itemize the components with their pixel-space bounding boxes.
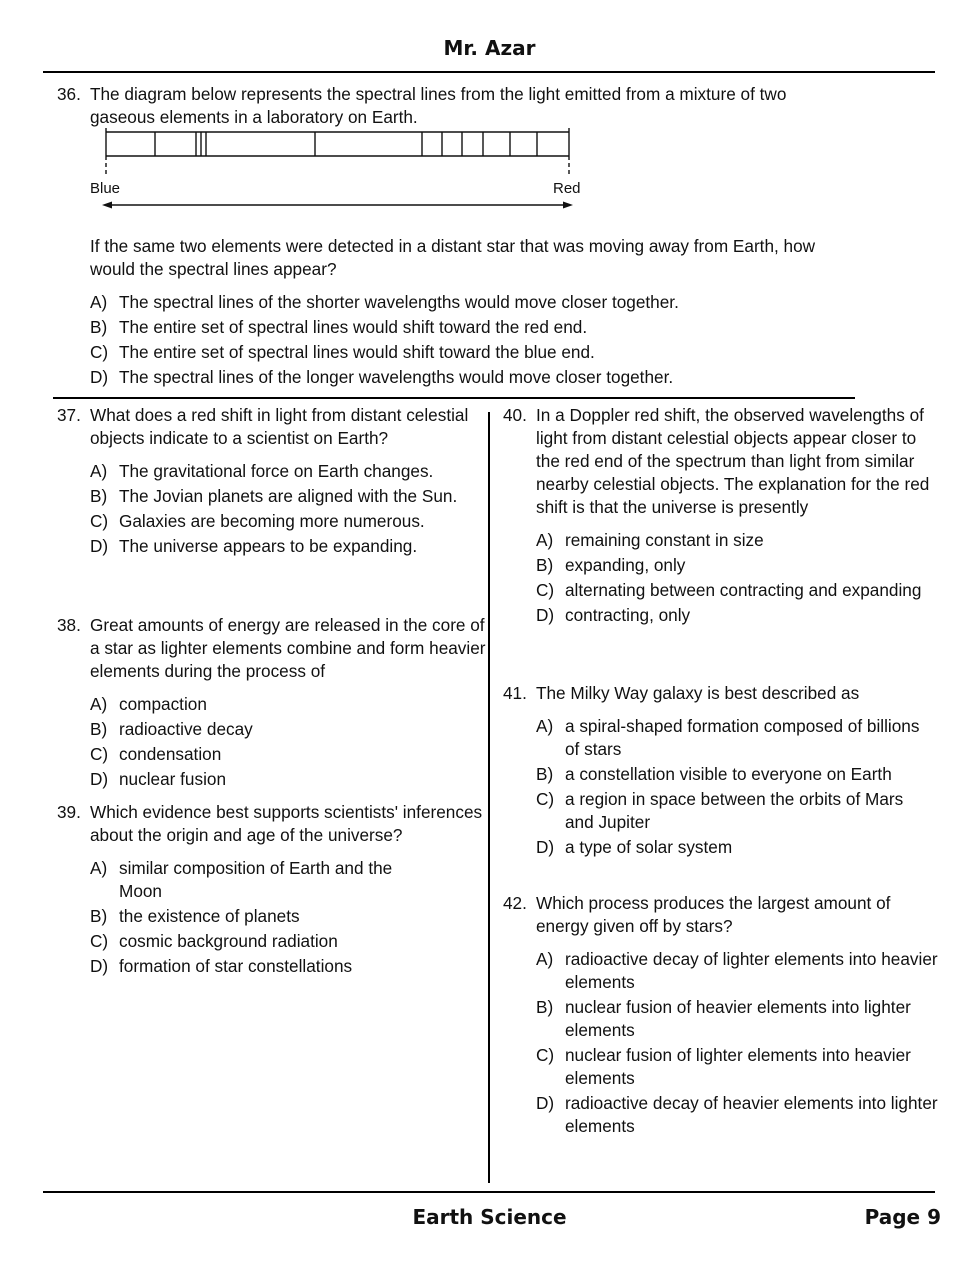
option-letter: A): [90, 461, 108, 481]
question-stem: Great amounts of energy are released in the core of a star as lighter elements combine and form heavier elements during the process of: [90, 615, 486, 681]
option-text: a type of solar system: [565, 837, 733, 857]
question-stem: In a Doppler red shift, the observed wavelengths of light from distant celestial objects appear closer to the red end of the spectrum than light from similar nearby celestial objects. The explanation for the red shift is that the universe is presently: [536, 405, 930, 517]
question-stem: What does a red shift in light from distant celestial objects indicate to a scientist on Earth?: [90, 405, 469, 448]
option-letter: B): [90, 719, 108, 739]
answer-option[interactable]: [90, 743, 487, 766]
option-text: nuclear fusion of heavier elements into lighter elements: [565, 997, 911, 1040]
arrow-left-head: [102, 202, 112, 209]
option-text: a spiral-shaped formation composed of billions of stars: [565, 716, 920, 759]
option-text: Galaxies are becoming more numerous.: [119, 511, 425, 531]
question-number: 40.: [503, 405, 527, 425]
option-text: similar composition of Earth and the Moon: [119, 858, 393, 901]
option-letter: C): [90, 744, 109, 764]
answer-option[interactable]: [90, 341, 847, 364]
question-number: 41.: [503, 683, 527, 703]
answer-option[interactable]: [90, 485, 487, 508]
answer-option[interactable]: [536, 715, 933, 761]
answer-option[interactable]: [536, 1044, 938, 1090]
answer-option[interactable]: [536, 996, 938, 1042]
option-letter: A): [536, 716, 554, 736]
option-letter: C): [536, 1045, 555, 1065]
answer-option[interactable]: [90, 291, 847, 314]
option-text: expanding, only: [565, 555, 686, 575]
option-text: condensation: [119, 744, 222, 764]
option-letter: C): [536, 580, 555, 600]
option-letter: C): [536, 789, 555, 809]
question-stem: Which process produces the largest amount of energy given off by stars?: [536, 893, 891, 936]
option-letter: B): [536, 555, 554, 575]
question-36: [57, 83, 847, 129]
question-41: [503, 682, 933, 861]
option-letter: B): [90, 486, 108, 506]
answer-options: [90, 460, 487, 558]
option-text: The spectral lines of the longer wavelengths would move closer together.: [119, 367, 674, 387]
answer-option[interactable]: [536, 788, 933, 834]
page-header-title: Mr. Azar: [443, 36, 536, 60]
footer-subject: Earth Science: [412, 1205, 567, 1229]
answer-option[interactable]: [90, 768, 487, 791]
answer-option[interactable]: [90, 693, 487, 716]
option-letter: A): [536, 530, 554, 550]
option-text: cosmic background radiation: [119, 931, 338, 951]
option-letter: A): [536, 949, 554, 969]
option-letter: D): [90, 956, 109, 976]
question-40: [503, 404, 933, 629]
question-39: [57, 801, 487, 980]
option-letter: B): [90, 906, 108, 926]
question-stem: The diagram below represents the spectral lines from the light emitted from a mixture of two gaseous elements in a laboratory on Earth.: [90, 84, 787, 127]
answer-options: [90, 291, 847, 389]
option-letter: D): [90, 536, 109, 556]
arrow-right-head: [563, 202, 573, 209]
answer-option[interactable]: [90, 535, 487, 558]
option-text: remaining constant in size: [565, 530, 764, 550]
answer-option[interactable]: [536, 529, 933, 552]
answer-options: [90, 693, 487, 791]
answer-options: [90, 857, 487, 978]
spectral-lines-diagram: [86, 128, 591, 214]
question-number: 39.: [57, 802, 81, 822]
answer-options: [536, 948, 938, 1138]
option-text: nuclear fusion of lighter elements into heavier elements: [565, 1045, 911, 1088]
option-text: The entire set of spectral lines would shift toward the blue end.: [119, 342, 595, 362]
option-letter: B): [536, 764, 554, 784]
option-letter: D): [536, 837, 555, 857]
answer-option[interactable]: [536, 579, 933, 602]
answer-option[interactable]: [90, 510, 487, 533]
answer-option[interactable]: [536, 554, 933, 577]
question-stem-2: If the same two elements were detected in a distant star that was moving away from Earth, how would the spectral lines appear?: [90, 236, 816, 279]
question-42: [503, 892, 938, 1140]
option-text: the existence of planets: [119, 906, 300, 926]
option-text: The spectral lines of the shorter wavelengths would move closer together.: [119, 292, 679, 312]
answer-options: [536, 529, 933, 627]
option-letter: C): [90, 342, 109, 362]
option-text: The gravitational force on Earth changes.: [119, 461, 434, 481]
answer-option[interactable]: [90, 718, 487, 741]
answer-option[interactable]: [90, 930, 487, 953]
option-letter: A): [90, 858, 108, 878]
answer-option[interactable]: [90, 857, 430, 903]
answer-option[interactable]: [536, 763, 933, 786]
header-rule: [43, 71, 935, 73]
option-text: nuclear fusion: [119, 769, 227, 789]
question-36-rule: [53, 397, 855, 399]
footer-rule: [43, 1191, 935, 1193]
column-divider: [488, 412, 490, 1183]
option-text: compaction: [119, 694, 207, 714]
question-number: 37.: [57, 405, 81, 425]
spectrum-label-red: Red: [553, 180, 581, 197]
answer-option[interactable]: [90, 460, 487, 483]
option-text: The universe appears to be expanding.: [119, 536, 418, 556]
answer-option[interactable]: [536, 1092, 938, 1138]
option-text: The Jovian planets are aligned with the Sun.: [119, 486, 458, 506]
option-letter: D): [536, 1093, 555, 1113]
option-text: The entire set of spectral lines would shift toward the red end.: [119, 317, 588, 337]
question-38: [57, 614, 487, 793]
option-letter: D): [536, 605, 555, 625]
option-letter: A): [90, 694, 108, 714]
answer-option[interactable]: [536, 948, 938, 994]
option-text: a constellation visible to everyone on Earth: [565, 764, 892, 784]
option-text: contracting, only: [565, 605, 691, 625]
option-text: radioactive decay of heavier elements into lighter elements: [565, 1093, 938, 1136]
answer-option[interactable]: [536, 604, 933, 627]
question-number: 38.: [57, 615, 81, 635]
question-36-continued: [57, 235, 847, 391]
answer-options: [536, 715, 933, 859]
option-text: alternating between contracting and expanding: [565, 580, 922, 600]
option-letter: D): [90, 367, 109, 387]
option-text: a region in space between the orbits of Mars and Jupiter: [565, 789, 904, 832]
question-37: [57, 404, 487, 560]
option-text: radioactive decay of lighter elements into heavier elements: [565, 949, 938, 992]
question-number: 42.: [503, 893, 527, 913]
option-letter: C): [90, 931, 109, 951]
question-stem: Which evidence best supports scientists' inferences about the origin and age of the universe?: [90, 802, 483, 845]
spectrum-label-blue: Blue: [90, 180, 121, 197]
option-letter: D): [90, 769, 109, 789]
option-text: formation of star constellations: [119, 956, 353, 976]
answer-option[interactable]: [536, 836, 933, 859]
answer-option[interactable]: [90, 955, 487, 978]
question-stem: The Milky Way galaxy is best described as: [536, 683, 860, 703]
option-letter: A): [90, 292, 108, 312]
option-letter: B): [536, 997, 554, 1017]
question-number: 36.: [57, 84, 81, 104]
answer-option[interactable]: [90, 905, 487, 928]
option-letter: C): [90, 511, 109, 531]
answer-option[interactable]: [90, 366, 847, 389]
option-text: radioactive decay: [119, 719, 253, 739]
answer-option[interactable]: [90, 316, 847, 339]
option-letter: B): [90, 317, 108, 337]
footer-page-number: Page 9: [864, 1205, 941, 1229]
